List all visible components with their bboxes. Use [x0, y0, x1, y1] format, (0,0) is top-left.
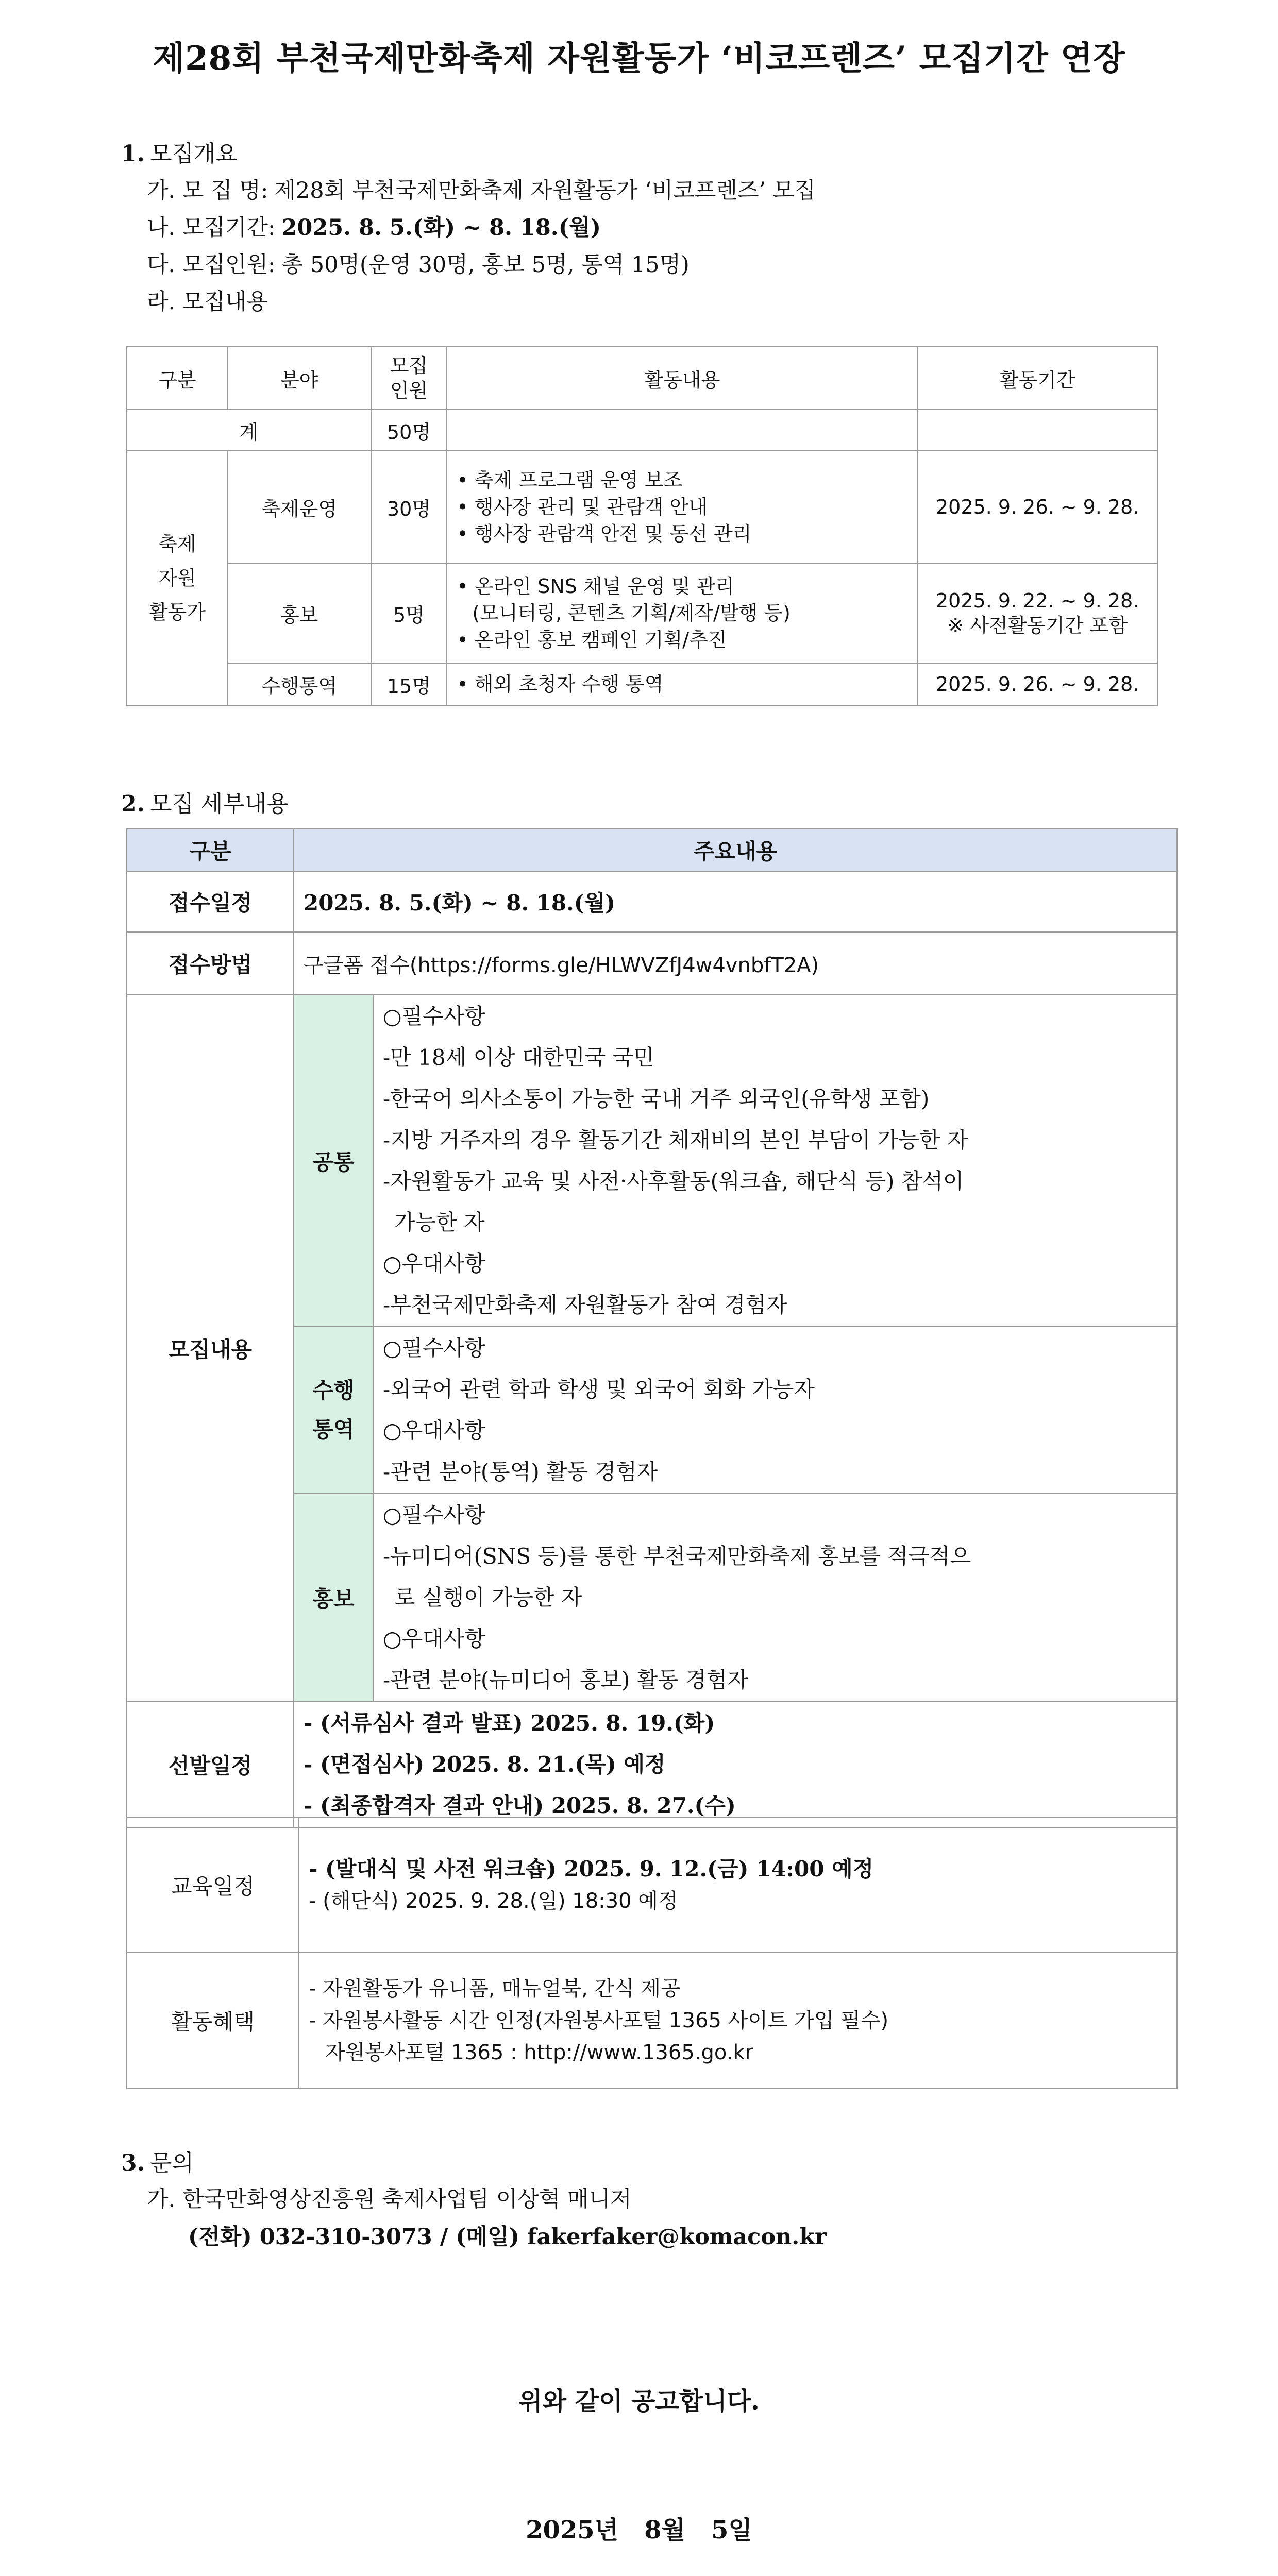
overview-name: 가. 모 집 명: 제28회 부천국제만화축제 자원활동가 ‘비코프렌즈’ 모집 — [147, 178, 816, 204]
reception-date-value: 2025. 8. 5.(화) ~ 8. 18.(월) — [294, 871, 1177, 932]
content-cell: • 해외 초청자 수행 통역 — [447, 663, 917, 705]
common-label: 공통 — [294, 995, 373, 1327]
overview-headcount: 다. 모집인원: 총 50명(운영 30명, 홍보 5명, 통역 15명) — [147, 252, 690, 278]
overview-period: 나. 모집기간: 2025. 8. 5.(화) ~ 8. 18.(월) — [147, 215, 601, 241]
table-row — [127, 451, 1157, 563]
content-cell: • 축제 프로그램 운영 보조 • 행사장 관리 및 관람객 안내 • 행사장 관람객 안전 및 동선 관리 — [447, 451, 917, 563]
period-cell: 2025. 9. 26. ~ 9. 28. — [917, 451, 1157, 563]
table-row — [127, 1818, 1177, 1953]
total-label: 계 — [127, 410, 371, 451]
benefits-content: - 자원활동가 유니폼, 매뉴얼북, 간식 제공 - 자원봉사활동 시간 인정(자원봉사포털 1365 사이트 가입 필수) 자원봉사포털 1365 : http://www.1365.go.kr — [299, 1953, 1177, 2089]
field-cell: 축제운영 — [228, 451, 371, 563]
group-label: 축제 자원 활동가 — [127, 451, 228, 705]
field-cell: 수행통역 — [228, 663, 371, 705]
reception-method-value: 구글폼 접수(https://forms.gle/HLWVZfJ4w4vnbfT2A) — [294, 932, 1177, 995]
reception-date-label: 접수일정 — [127, 871, 294, 932]
table-row — [127, 932, 1177, 995]
page-title: 제28회 부천국제만화축제 자원활동가 ‘비코프렌즈’ 모집기간 연장 — [153, 39, 1125, 78]
header-content: 주요내용 — [294, 829, 1177, 871]
header-category: 구분 — [127, 347, 228, 410]
notice-text: 위와 같이 공고합니다. — [518, 2387, 760, 2416]
overview-content-label: 라. 모집내용 — [147, 289, 268, 315]
header-category: 구분 — [127, 829, 294, 871]
interpret-label: 수행 통역 — [294, 1327, 373, 1494]
total-row — [127, 410, 1157, 451]
education-label: 교육일정 — [127, 1818, 299, 1953]
field-cell: 홍보 — [228, 563, 371, 663]
period-cell: 2025. 9. 26. ~ 9. 28. — [917, 663, 1157, 705]
header-period: 활동기간 — [917, 347, 1157, 410]
count-cell: 5명 — [371, 563, 447, 663]
total-count: 50명 — [371, 410, 447, 451]
notice-date: 2025년 8월 5일 — [526, 2516, 752, 2545]
count-cell: 15명 — [371, 663, 447, 705]
table-row — [127, 1702, 1177, 1827]
recruit-detail-table — [126, 828, 1178, 1828]
content-cell: • 온라인 SNS 채널 운영 및 관리 (모니터링, 콘텐츠 기획/제작/발행 등) • 온라인 홍보 캠페인 기획/추진 — [447, 563, 917, 663]
table-header-row — [127, 829, 1177, 871]
table-row — [127, 563, 1157, 663]
table-row — [127, 995, 1177, 1327]
section-2-heading: 2. 모집 세부내용 — [121, 791, 289, 817]
contact-info: (전화) 032-310-3073 / (메일) fakerfaker@komacon.kr — [188, 2224, 827, 2250]
selection-schedule: - (서류심사 결과 발표) 2025. 8. 19.(화) - (면접심사) 2025. 8. 21.(목) 예정 - (최종합격자 결과 안내) 2025. 8. 27.(수) — [294, 1702, 1177, 1827]
promo-requirements: ○필수사항 -뉴미디어(SNS 등)를 통한 부천국제만화축제 홍보를 적극적으 로 실행이 가능한 자 ○우대사항 -관련 분야(뉴미디어 홍보) 활동 경험자 — [373, 1494, 1177, 1702]
table-row — [127, 663, 1157, 705]
period-cell: 2025. 9. 22. ~ 9. 28. ※ 사전활동기간 포함 — [917, 563, 1157, 663]
interpret-requirements: ○필수사항 -외국어 관련 학과 학생 및 외국어 회화 가능자 ○우대사항 -관련 분야(통역) 활동 경험자 — [373, 1327, 1177, 1494]
common-requirements: ○필수사항 -만 18세 이상 대한민국 국민 -한국어 의사소통이 가능한 국내 거주 외국인(유학생 포함) -지방 거주자의 경우 활동기간 체재비의 본인 부담이 가능한 자 -자원활동가 교육 및 사전·사후활동(워크숍, 해단식 등) 참석이 가능한 자 ○우대사항 -부천국제만화축제 자원활동가 참여 경험자 — [373, 995, 1177, 1327]
education-benefits-table — [126, 1817, 1178, 2089]
recruit-content-label: 모집내용 — [127, 995, 294, 1702]
education-schedule: - (발대식 및 사전 워크숍) 2025. 9. 12.(금) 14:00 예정 - (해단식) 2025. 9. 28.(일) 18:30 예정 — [299, 1818, 1177, 1953]
table-row — [127, 871, 1177, 932]
header-content: 활동내용 — [447, 347, 917, 410]
header-count: 모집 인원 — [371, 347, 447, 410]
contact-person: 가. 한국만화영상진흥원 축제사업팀 이상혁 매니저 — [147, 2187, 632, 2212]
benefits-label: 활동혜택 — [127, 1953, 299, 2089]
section-3-heading: 3. 문의 — [121, 2150, 194, 2176]
table-header-row — [127, 347, 1157, 410]
table-row — [127, 1953, 1177, 2089]
section-1-heading: 1. 모집개요 — [121, 141, 238, 167]
recruit-summary-table — [126, 346, 1158, 706]
promo-label: 홍보 — [294, 1494, 373, 1702]
count-cell: 30명 — [371, 451, 447, 563]
selection-label: 선발일정 — [127, 1702, 294, 1827]
header-field: 분야 — [228, 347, 371, 410]
reception-method-label: 접수방법 — [127, 932, 294, 995]
